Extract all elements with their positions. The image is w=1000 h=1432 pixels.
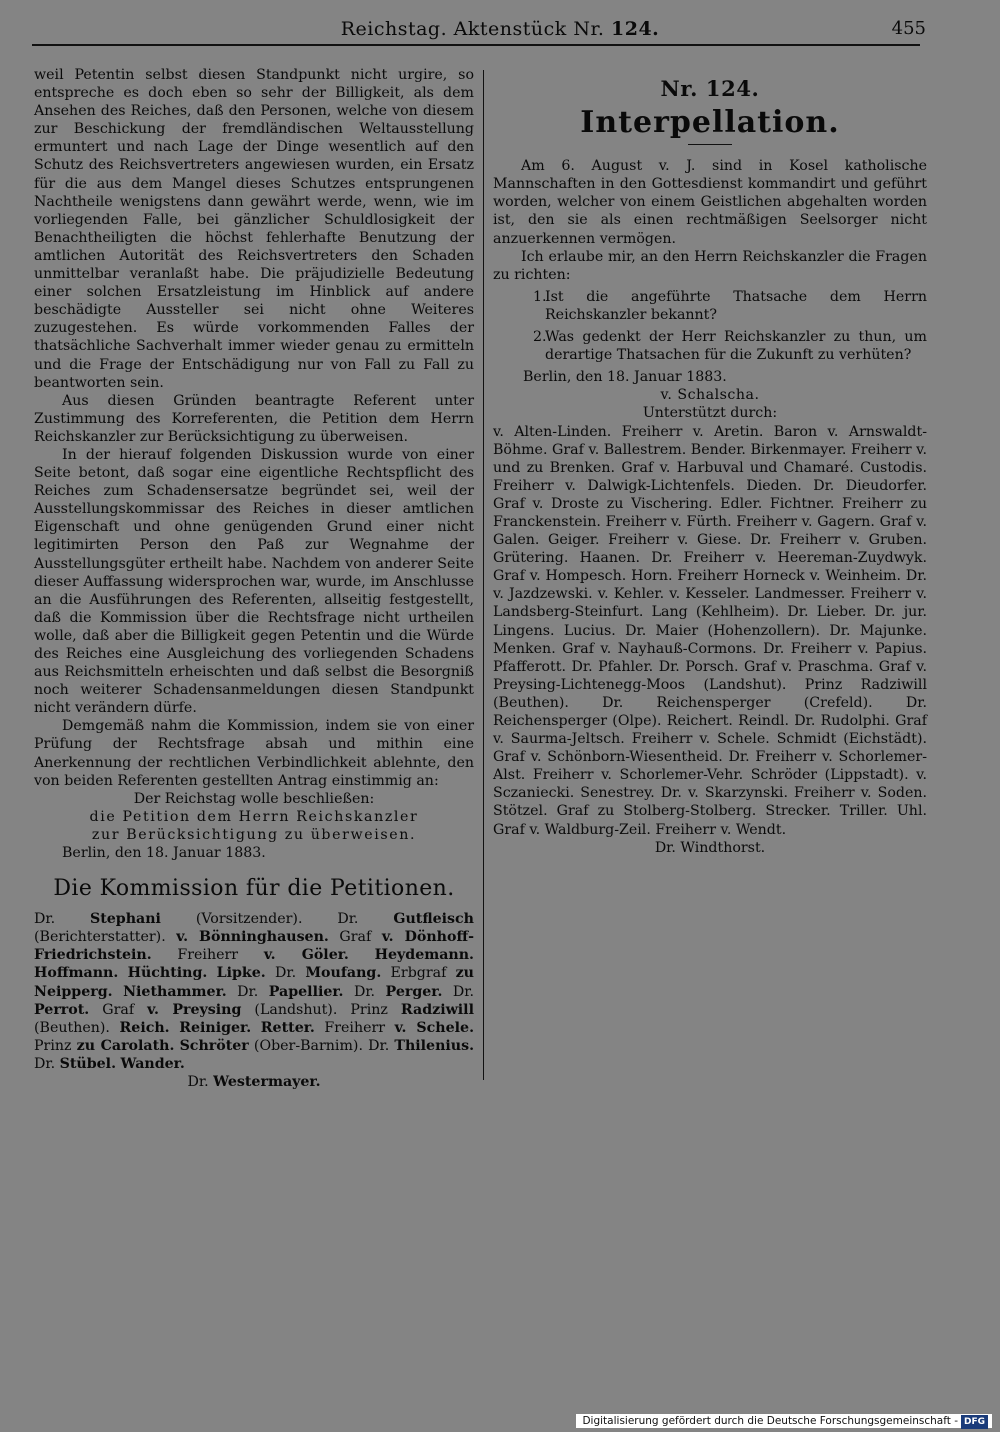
header-rule xyxy=(32,44,920,46)
member-name: Schröter xyxy=(179,1037,249,1054)
resolution-text: zur Berücksichtigung zu überweisen. xyxy=(91,826,417,843)
member-name: Stübel. xyxy=(59,1055,117,1072)
member-name: v. Bönninghausen. xyxy=(176,929,329,946)
commission-heading: Die Kommission für die Petitionen. xyxy=(53,876,455,902)
member-text: Dr. xyxy=(442,983,474,1000)
resolution-line: Der Reichstag wolle beschließen: xyxy=(133,790,375,807)
footer-text: Digitalisierung gefördert durch die Deutsche Forschungsgemeinschaft - xyxy=(582,1415,958,1427)
member-name: Stephani xyxy=(89,911,161,928)
member-text: Dr. xyxy=(226,983,269,1000)
paragraph: In der hierauf folgenden Diskussion wurde von einer Seite betont, daß sogar eine eigentliche Rechtspflicht des Reiches zum Schadensersatze begründet sei, weil der Ausstellungskommissar des Reiches in dieser amtlichen Eigenschaft und ohne genügenden Grund einer nicht legitimirten Person den Paß zur Wegnahme der Ausstellungsgüter ertheilt habe. Nachdem von anderer Seite dieser Auffassung widersprochen war, wurde, im Anschlusse an die Ausführungen des Referenten, allseitig festgestellt, daß die Kommission über die Rechtsfrage nicht urtheilen wolle, daß aber die Billigkeit gegen Petentin und die Würde des Reiches eine Ausgleichung des vorliegenden Schadens aus Reichsmitteln erheischten und daß selbst die Besorgniß noch weiterer Schadensanmeldungen diesen Standpunkt nicht verändern dürfe. xyxy=(34,446,474,717)
member-name: Retter. xyxy=(260,1019,315,1036)
member-name: Perger. xyxy=(385,983,443,1000)
member-name: Radziwill xyxy=(400,1001,474,1018)
member-name: Thilenius. xyxy=(394,1037,475,1054)
resolution-line xyxy=(34,826,474,844)
member-name: Perrot. xyxy=(34,1001,90,1018)
right-column xyxy=(493,66,927,857)
member-name: Westermayer. xyxy=(213,1073,321,1090)
dfg-logo: DFG xyxy=(961,1415,988,1429)
signature: v. Schalscha. xyxy=(660,387,760,404)
paragraph: Aus diesen Gründen beantragte Referent unter Zustimmung des Korreferenten, die Petition dem Herrn Reichskanzler zur Berücksichtigung zu überweisen. xyxy=(34,392,474,445)
member-text: Freiherr xyxy=(314,1019,395,1036)
member-name: zu Neipperg. xyxy=(34,965,474,1000)
short-rule xyxy=(688,144,732,145)
member-text: Dr. xyxy=(265,965,306,982)
member-text: Graf xyxy=(328,929,382,946)
member-name: v. Göler. xyxy=(263,947,349,964)
date-line: Berlin, den 18. Januar 1883. xyxy=(62,845,266,862)
member-name: Reich. xyxy=(119,1019,170,1036)
member-text: Dr. xyxy=(187,1073,214,1090)
commission-members-last-line xyxy=(34,1073,474,1091)
member-text: (Beuthen). xyxy=(34,1019,120,1036)
member-name: v. Preysing xyxy=(147,1001,242,1018)
commission-members xyxy=(34,910,474,1073)
question-number: 2. xyxy=(533,329,547,346)
member-text: Dr. xyxy=(34,911,90,928)
running-head-number: 124. xyxy=(611,18,660,40)
document-number-heading: Nr. 124. xyxy=(660,76,760,101)
paragraph: Demgemäß nahm die Kommission, indem sie von einer Prüfung der Rechtsfrage absah und mithin eine Anerkennung der rechtlichen Verbindlichkeit ablehnte, den von beiden Referenten gestellten Antrag einstimmig an: xyxy=(34,718,474,789)
running-head-text: Reichstag. Aktenstück Nr. xyxy=(340,18,612,40)
member-name: v. Dönhoff-Friedrichstein. xyxy=(34,929,474,964)
member-text xyxy=(118,965,127,981)
running-head xyxy=(30,18,970,40)
member-text xyxy=(349,947,375,963)
page-header xyxy=(30,18,970,44)
member-text: (Vorsitzender). Dr. xyxy=(160,911,394,928)
member-name: Moufang. xyxy=(305,965,382,982)
paragraph: weil Petentin selbst diesen Standpunkt nicht urgire, so entspreche es doch eben so sehr der Billigkeit, als dem Ansehen des Reiches, daß den Personen, welche von diesem zur Beschickung der fremdländischen Weltausstellung ermuntert und nach Lage der Dinge wesentlich auf den Schutz des Reichsvertreters angewiesen wurden, ein Ersatz für die aus dem Mangel dieses Schutzes entsprungenen Nachtheile wenigstens dann gewährt werde, wenn, wie im vorliegenden Falle, bei gänzlicher Schuldlosigkeit der Benachtheiligten die höchst fehlerhafte Benutzung der amtlichen Autorität des Reichsvertreters den Schaden unmittelbar veranlaßt habe. Die präjudizielle Bedeutung einer solchen Ersatzleistung im Hinblick auf andere beschädigte Aussteller sei nicht ohne Weiteres zuzugestehen. Es würde vorkommenden Falles der thatsächliche Sachverhalt immer wieder genau zu ermitteln und die Frage der Entschädigung nur von Fall zu Fall zu beantworten sein. xyxy=(34,67,474,391)
member-name: Lipke. xyxy=(216,965,266,982)
member-text: Graf xyxy=(89,1001,148,1018)
member-name: Gutfleisch xyxy=(393,911,474,928)
member-text: Dr. xyxy=(34,1055,60,1072)
member-text: Dr. xyxy=(343,983,386,1000)
question-list xyxy=(493,288,927,364)
resolution-text: die Petition dem Herrn Reichskanzler xyxy=(89,808,419,825)
interpellation-title: Interpellation. xyxy=(580,105,840,141)
supporters-list: v. Alten-Linden. Freiherr v. Aretin. Baron v. Arnswaldt-Böhme. Graf v. Ballestrem. Bender. Birkenmayer. Freiherr v. und zu Brenken. Graf v. Harbuval und Chamaré. Custodis. Freiherr v. Dalwigk-Lichtenfels. Dieden. Dr. Dieudorfer. Graf v. Droste zu Vischering. Edler. Fichtner. Freiherr zu Franckenstein. Freiherr v. Fürth. Freiherr v. Gagern. Graf v. Galen. Geiger. Freiherr v. Giese. Dr. Freiherr v. Gruben. Grütering. Haanen. Dr. Freiherr v. Heereman-Zuydwyk. Graf v. Hompesch. Horn. Freiherr Horneck v. Weinheim. Dr. v. Jazdzewski. v. Kehler. v. Kesseler. Landmesser. Freiherr v. Landsberg-Steinfurt. Lang (Kehlheim). Dr. Lieber. Dr. jur. Lingens. Lucius. Dr. Maier (Hohenzollern). Dr. Majunke. Menken. Graf v. Nayhauß-Cormons. Dr. Freiherr v. Papius. Pfafferott. Dr. Pfahler. Dr. Porsch. Graf v. Praschma. Graf v. Preysing-Lichtenegg-Moos (Landshut). Prinz Radziwill (Beuthen). Dr. Reichensperger (Crefeld). Dr. Reichensperger (Olpe). Reichert. Reindl. Dr. Rudolphi. Graf v. Saurma-Jeltsch. Freiherr v. Schele. Schmidt (Eichstädt). Graf v. Schönborn-Wiesentheid. Dr. Freiherr v. Schorlemer-Alst. Freiherr v. Schorlemer-Vehr. Schröder (Lippstadt). v. Sczaniecki. Senestrey. Dr. v. Skarzynski. Freiherr v. Soden. Stötzel. Graf zu Stolberg-Stolberg. Strecker. Triller. Uhl. Graf v. Waldburg-Zeil. Freiherr v. Wendt. xyxy=(493,423,927,838)
date-line: Berlin, den 18. Januar 1883. xyxy=(523,369,727,386)
member-name: zu Carolath. xyxy=(76,1037,175,1054)
member-name: Wander. xyxy=(120,1055,185,1072)
member-name: Heydemann. xyxy=(374,947,474,964)
member-text: (Ober-Barnim). Dr. xyxy=(248,1037,395,1054)
paragraph: Ich erlaube mir, an den Herrn Reichskanzler die Fragen zu richten: xyxy=(493,248,927,283)
supporters-last-line: Dr. Windthorst. xyxy=(654,839,766,856)
member-text: (Landshut). Prinz xyxy=(241,1001,401,1018)
left-column xyxy=(34,66,474,1091)
member-text xyxy=(113,984,123,1000)
member-text: Freiherr xyxy=(151,947,264,964)
member-name: Papellier. xyxy=(268,983,344,1000)
member-name: Hoffmann. xyxy=(34,965,119,982)
question-item xyxy=(493,328,927,364)
member-text xyxy=(170,1020,180,1036)
question-text: Was gedenkt der Herr Reichskanzler zu thun, um derartige Thatsachen für die Zukunft zu verhüten? xyxy=(545,329,927,364)
column-divider xyxy=(483,70,484,1080)
member-name: Hüchting. xyxy=(127,965,208,982)
member-name: Niethammer. xyxy=(123,983,227,1000)
member-text: Prinz xyxy=(34,1037,77,1054)
member-text xyxy=(251,1020,261,1036)
funding-footer xyxy=(576,1414,992,1428)
member-text xyxy=(207,965,216,981)
member-name: Reiniger. xyxy=(179,1019,252,1036)
page-number: 455 xyxy=(891,18,926,39)
question-text: Ist die angeführte Thatsache dem Herrn Reichskanzler bekannt? xyxy=(545,288,927,323)
supported-by-label: Unterstützt durch: xyxy=(642,405,778,422)
resolution-line xyxy=(34,808,474,826)
member-text: Erbgraf xyxy=(381,965,456,982)
paragraph: Am 6. August v. J. sind in Kosel katholische Mannschaften in den Gottesdienst kommandirt und geführt worden, welcher von einem Geistlichen abgehalten worden ist, den sie als einen rechtmäßigen Seelsorger nicht anzuerkennen vermögen. xyxy=(493,158,927,247)
question-item xyxy=(493,288,927,324)
member-text: (Berichterstatter). xyxy=(34,929,177,946)
question-number: 1. xyxy=(533,288,547,305)
member-name: v. Schele. xyxy=(394,1019,475,1036)
